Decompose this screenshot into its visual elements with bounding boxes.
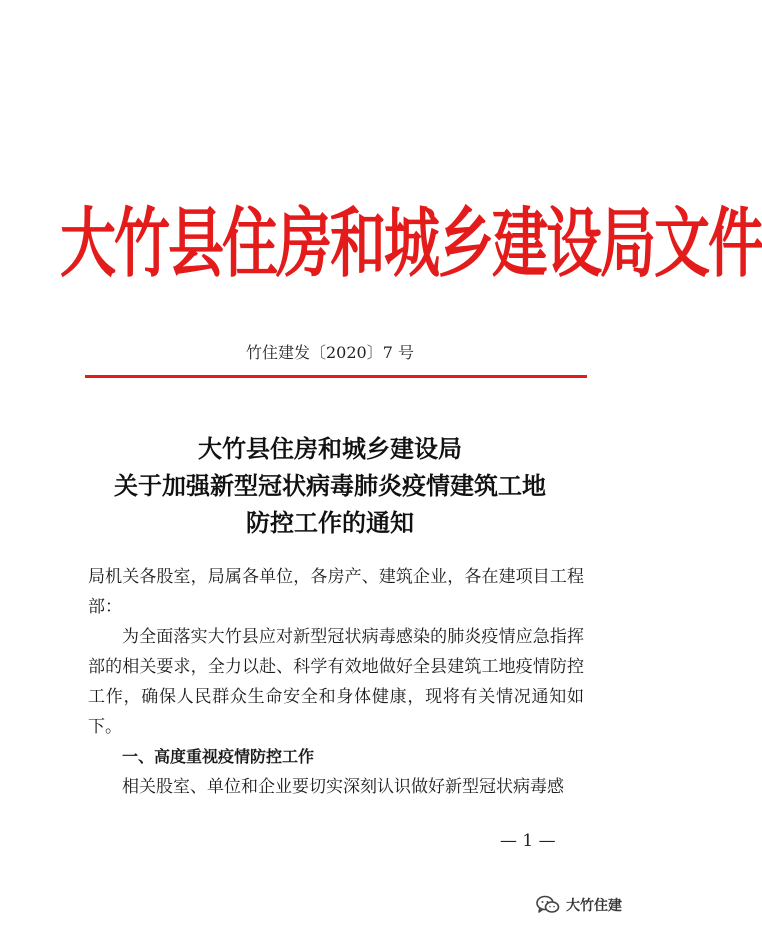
section-heading: 一、高度重视疫情防控工作 xyxy=(122,747,315,766)
addressee: 局机关各股室，局属各单位，各房产、建筑企业，各在建项目工程部： xyxy=(88,567,584,617)
document-number: 竹住建发〔2020〕7 号 xyxy=(246,343,414,362)
title-line: 防控工作的通知 xyxy=(246,508,414,537)
title-line: 关于加强新型冠状病毒肺炎疫情建筑工地 xyxy=(114,471,546,500)
page-number: — 1 — xyxy=(500,831,556,851)
document-body xyxy=(88,562,584,802)
watermark-label: 大竹住建 xyxy=(566,898,622,914)
wechat-icon xyxy=(536,895,560,915)
title-line: 大竹县住房和城乡建设局 xyxy=(198,434,462,463)
intro-paragraph: 为全面落实大竹县应对新型冠状病毒感染的肺炎疫情应急指挥部的相关要求，全力以赴、科学有效地做好全县建筑工地疫情防控工作，确保人民群众生命安全和身体健康，现将有关情况通知如下。 xyxy=(88,627,584,737)
red-separator-line xyxy=(85,375,587,378)
document-title xyxy=(0,430,660,541)
issuer-header: 大竹县住房和城乡建设局文件 xyxy=(60,199,762,289)
account-watermark xyxy=(536,892,622,918)
section-paragraph: 相关股室、单位和企业要切实深刻认识做好新型冠状病毒感 xyxy=(122,777,564,797)
